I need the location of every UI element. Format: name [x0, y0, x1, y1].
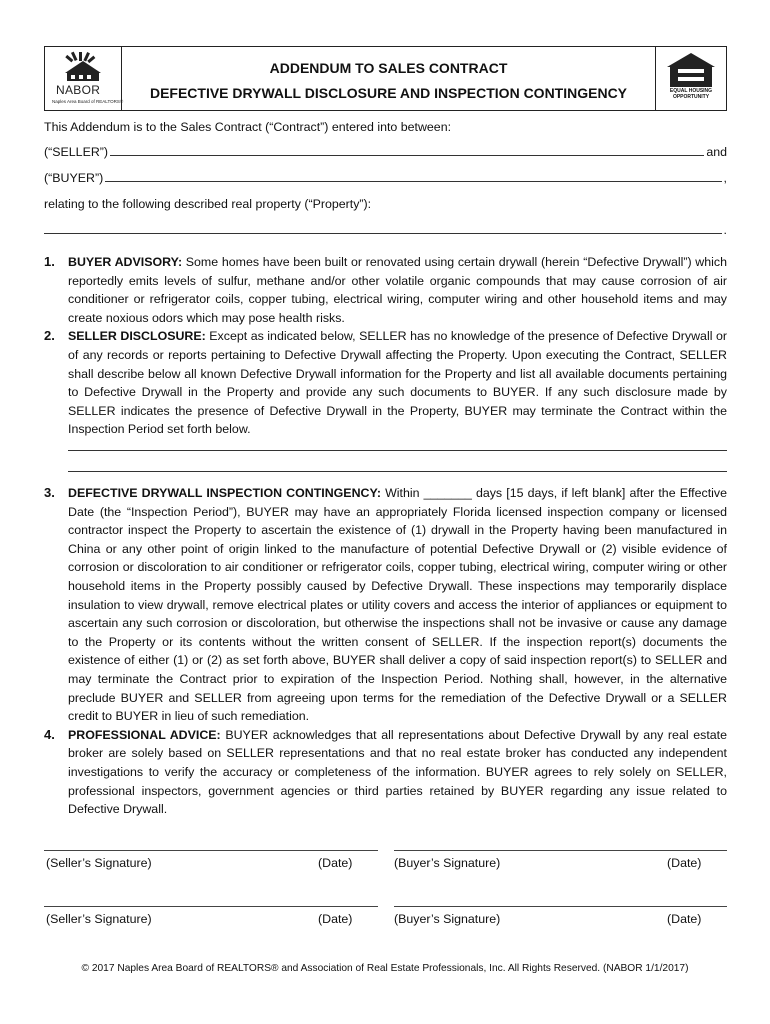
clause-body: Except as indicated below, SELLER has no knowledge of the presence of Defective Drywall or of any records or reports pertaining to Defective Drywall affecting the Property. Upon executing the Contract, SELLER shall describe below all known Defective Drywall information for the Property and list all available documents pertaining to Defective Drywall in the Property and provide any such documents to BUYER. If any such disclosure made by SELLER indicates the presence of Defective Drywall in the Property, BUYER may terminate the Contract within the Inspection Period set forth below.: [68, 329, 727, 437]
buyer-label: (“BUYER”): [44, 171, 104, 185]
seller-signature-line[interactable]: [44, 850, 378, 851]
clause-number: 2.: [44, 328, 55, 344]
clause-heading: DEFECTIVE DRYWALL INSPECTION CONTINGENCY:: [68, 486, 381, 500]
clause-heading: SELLER DISCLOSURE:: [68, 329, 206, 344]
property-text: relating to the following described real property (“Property”):: [44, 197, 372, 211]
sun-house-icon: [45, 47, 122, 87]
buyer-name-field[interactable]: [105, 181, 721, 182]
buyer-signature-label: (Buyer’s Signature): [394, 856, 501, 870]
clause-professional-advice: [44, 726, 727, 819]
buyer-date-label: (Date): [667, 856, 702, 870]
seller-signature-label: (Seller’s Signature): [46, 912, 152, 926]
property-row: [44, 223, 727, 237]
clause-body: Within _______ days [15 days, if left blank] after the Effective Date (the “Inspection Period”), BUYER may have an appropriately Florida licensed inspection company or licensed contractor inspect the Property to ascertain the existence of (1) drywall in the Property having been manufactured in China or any other point of origin linked to the manufacture of potential Defective Drywall or (2) visible evidence of corrosion or discoloration to air conditioner or refrigerator coils, copper tubing, electrical wiring, computer wiring or other household items in the Property possibly caused by Defective Drywall. These inspections may temporarily displace insulation to view drywall, remove electrical plates or utility covers and access the interior of appliances or equipment to ascertain any such corrosion or discoloration, but otherwise the inspections shall not be invasive or cause any damage to the Property or its contents without the written consent of SELLER. If the inspection report(s) documents the existence of either (1) or (2) as set forth above, BUYER shall deliver a copy of said inspection report(s) to SELLER and may terminate the Contract prior to expiration of the Inspection Period. Nothing shall, however, in the alternative preclude BUYER and SELLER from agreeing upon terms for the remediation of the Defective Drywall or a SELLER credit to BUYER in lieu of such remediation.: [68, 486, 727, 724]
clause-buyer-advisory: [44, 253, 727, 327]
logo-name: NABOR: [56, 83, 101, 97]
seller-and: and: [706, 145, 727, 159]
equal-housing-icon: [656, 47, 726, 89]
buyer-signature-label: (Buyer’s Signature): [394, 912, 501, 926]
seller-name-field[interactable]: [110, 155, 704, 156]
title-area: [122, 47, 656, 110]
clause-inspection-contingency: [44, 484, 727, 726]
signature-row-1: [44, 850, 727, 880]
buyer-signature-line[interactable]: [394, 906, 727, 907]
buyer-signature-line[interactable]: [394, 850, 727, 851]
seller-date-label: (Date): [318, 856, 353, 870]
clause-body: BUYER acknowledges that all representations about Defective Drywall by any real estate broker are solely based on SELLER representations and that no real estate broker has conducted any independent investigations to verify the accuracy or completeness of the information. BUYER agrees to rely solely on SELLER, professional inspectors, government agencies or third parties retained by BUYER regarding any issue related to Defective Drywall.: [68, 727, 728, 817]
document-subtitle: DEFECTIVE DRYWALL DISCLOSURE AND INSPECTION CONTINGENCY: [149, 85, 628, 101]
intro-text: This Addendum is to the Sales Contract (“Contract”) entered into between:: [44, 120, 452, 134]
seller-date-label: (Date): [318, 912, 353, 926]
seller-label: (“SELLER”): [44, 145, 109, 159]
clause-number: 3.: [44, 485, 55, 500]
nabor-logo: [45, 47, 122, 110]
clause-number: 4.: [44, 726, 55, 742]
seller-signature-line[interactable]: [44, 906, 378, 907]
disclosure-line-2[interactable]: [68, 471, 727, 472]
copyright-footer: © 2017 Naples Area Board of REALTORS® and Association of Real Estate Professionals, Inc. All Rights Reserved. (NABOR 1/1/2017): [81, 963, 689, 974]
seller-signature-label: (Seller’s Signature): [46, 856, 152, 870]
clause-heading: PROFESSIONAL ADVICE:: [68, 727, 221, 742]
buyer-date-label: (Date): [667, 912, 702, 926]
buyer-row: [44, 171, 727, 185]
clause-number: 1.: [44, 254, 55, 269]
equal-housing-text: EQUAL HOUSING OPPORTUNITY: [669, 88, 713, 100]
clauses-1-2: [44, 253, 727, 472]
signature-row-2: [44, 906, 727, 936]
clause-body: Some homes have been built or renovated using certain drywall (herein “Defective Drywall”) which reportedly emits levels of sulfur, methane and/or other volatile organic compounds that may cause corrosion of air conditioner or refrigerator coils, copper tubing, electrical wiring, computer wiring and other household items and may create noxious odors which may pose health risks.: [68, 255, 727, 325]
buyer-comma: ,: [723, 171, 727, 185]
seller-row: [44, 145, 727, 159]
document-title: ADDENDUM TO SALES CONTRACT: [269, 60, 508, 76]
clause-heading: BUYER ADVISORY:: [68, 255, 183, 269]
clause-seller-disclosure: [44, 327, 727, 439]
equal-housing-logo: [656, 47, 726, 110]
clauses-3-4: [44, 484, 727, 819]
logo-subtext: Naples Area Board of REALTORS®: [52, 99, 124, 104]
property-description-field[interactable]: [44, 233, 722, 234]
property-period: .: [723, 223, 727, 237]
document-header: [44, 46, 727, 111]
